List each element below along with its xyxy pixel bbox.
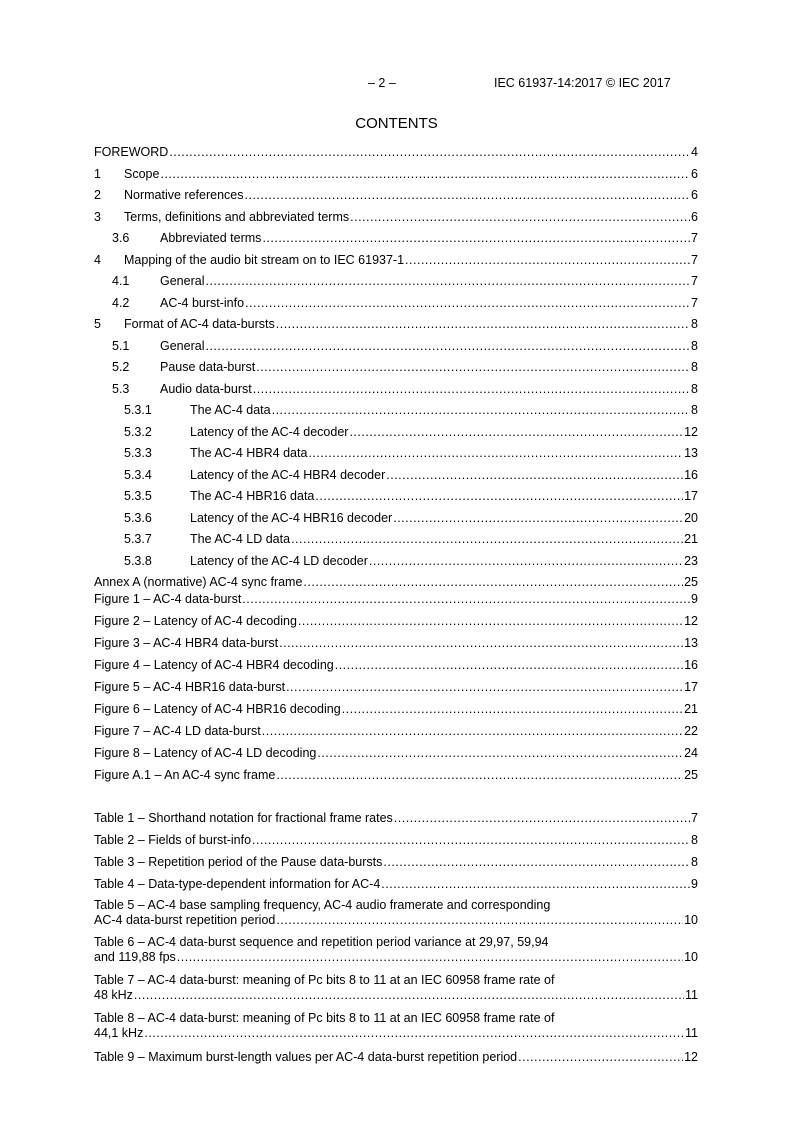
toc-entry-page: 20	[684, 510, 698, 525]
table-entry-page: 8	[691, 855, 698, 869]
table-entry-page: 11	[685, 1026, 698, 1040]
toc-entry[interactable]	[94, 274, 698, 290]
toc-entry[interactable]	[94, 188, 698, 204]
dot-leader	[286, 680, 683, 694]
dot-leader	[317, 746, 683, 760]
table-entry-title-line2: AC-4 data-burst repetition period	[94, 913, 276, 927]
toc-entry-page: 16	[684, 467, 698, 482]
toc-entry-title: Audio data-burst	[160, 381, 252, 396]
toc-entry-number: 5.3.1	[124, 403, 152, 417]
toc-entry-number: 5.3.5	[124, 489, 152, 503]
figure-entry-page: 9	[691, 592, 698, 606]
toc-entry-title: General	[160, 338, 205, 353]
table-entry[interactable]	[94, 898, 698, 928]
toc-entry-number: 2	[94, 188, 101, 202]
figure-entry-title: Figure 6 – Latency of AC-4 HBR16 decoding	[94, 702, 341, 716]
figure-entry-title: Figure 5 – AC-4 HBR16 data-burst	[94, 680, 286, 694]
dot-leader	[276, 317, 690, 331]
dot-leader	[252, 833, 690, 847]
toc-entry[interactable]	[94, 145, 698, 161]
toc-entry-page: 8	[691, 360, 698, 374]
figure-entry-title: Figure 3 – AC-4 HBR4 data-burst	[94, 636, 279, 650]
toc-entry[interactable]	[94, 231, 698, 247]
toc-entry-page: 23	[684, 553, 698, 568]
figure-entry-page: 22	[684, 724, 698, 738]
dot-leader	[405, 253, 690, 267]
toc-entry-page: 6	[691, 209, 698, 224]
toc-entry-title: The AC-4 LD data	[190, 532, 291, 546]
table-entry-title-line2-row	[94, 988, 698, 1003]
toc-entry[interactable]	[94, 446, 698, 462]
toc-entry-number: 5.3.7	[124, 532, 152, 546]
toc-entry[interactable]	[94, 253, 698, 269]
dot-leader	[394, 811, 690, 825]
dot-leader	[279, 636, 683, 650]
dot-leader	[342, 702, 683, 716]
toc-entry-title: The AC-4 HBR4 data	[190, 446, 308, 460]
table-entry-title: Table 9 – Maximum burst-length values per AC-4 data-burst repetition period	[94, 1050, 518, 1064]
standard-reference: IEC 61937-14:2017 © IEC 2017	[494, 76, 671, 90]
toc-entry-number: 3	[94, 209, 101, 224]
figure-entry-title: Figure 2 – Latency of AC-4 decoding	[94, 614, 297, 628]
figure-entry[interactable]	[94, 768, 698, 784]
toc-entry-number: 5.1	[112, 338, 130, 353]
table-entry[interactable]	[94, 877, 698, 893]
table-entry-page: 10	[684, 913, 698, 927]
table-entry-title-line2: 44,1 kHz	[94, 1026, 144, 1040]
dot-leader	[383, 855, 690, 869]
table-entry-title-line2-row	[94, 1026, 698, 1041]
toc-entry-page: 6	[691, 166, 698, 181]
toc-entry-title: The AC-4 data	[190, 403, 271, 417]
table-entry[interactable]	[94, 855, 698, 871]
toc-entry-title: Pause data-burst	[160, 360, 256, 374]
dot-leader	[308, 446, 683, 460]
dot-leader	[303, 575, 683, 589]
toc-entry-page: 17	[684, 489, 698, 503]
page-number: – 2 –	[368, 76, 396, 90]
toc-entry[interactable]	[94, 554, 698, 570]
toc-entry-page: 12	[684, 424, 698, 439]
dot-leader	[272, 403, 690, 417]
table-entry[interactable]	[94, 1050, 698, 1066]
toc-entry-page: 4	[691, 145, 698, 159]
figure-entry[interactable]	[94, 614, 698, 630]
figure-entry-page: 13	[684, 636, 698, 650]
table-entry[interactable]	[94, 811, 698, 827]
dot-leader	[276, 768, 683, 782]
table-entry[interactable]	[94, 1011, 698, 1041]
toc-entry-number: 5.3.2	[124, 424, 152, 439]
toc-entry-title: Latency of the AC-4 LD decoder	[190, 553, 368, 568]
dot-leader	[253, 382, 690, 396]
dot-leader	[245, 188, 691, 202]
figure-entry-title: Figure 4 – Latency of AC-4 HBR4 decoding	[94, 658, 334, 672]
toc-entry[interactable]	[94, 167, 698, 183]
dot-leader	[386, 468, 683, 482]
figure-entry-title: Figure 7 – AC-4 LD data-burst	[94, 724, 261, 738]
toc-entry-page: 21	[684, 532, 698, 546]
toc-entry-page: 25	[684, 575, 698, 589]
dot-leader	[369, 554, 683, 568]
toc-entry-page: 7	[691, 252, 698, 267]
dot-leader	[177, 950, 683, 965]
contents-title: CONTENTS	[355, 115, 438, 132]
dot-leader	[134, 988, 684, 1003]
table-entry-title-line1: Table 7 – AC-4 data-burst: meaning of Pc bits 8 to 11 at an IEC 60958 frame rate of	[94, 973, 555, 987]
toc-entry-title: Annex A (normative) AC-4 sync frame	[94, 575, 303, 589]
toc-entry[interactable]	[94, 296, 698, 312]
table-entry-page: 11	[685, 988, 698, 1002]
toc-entry[interactable]	[94, 511, 698, 527]
toc-entry-title: Terms, definitions and abbreviated terms	[124, 209, 350, 224]
toc-entry-title: Latency of the AC-4 HBR4 decoder	[190, 467, 386, 482]
toc-entry-number: 3.6	[112, 231, 130, 245]
table-entry-page: 9	[691, 877, 698, 891]
toc-entry-number: 4.1	[112, 274, 130, 288]
table-entry[interactable]	[94, 833, 698, 849]
figure-entry[interactable]	[94, 658, 698, 674]
dot-leader	[169, 145, 690, 159]
toc-entry-number: 5	[94, 317, 101, 331]
table-entry-title-line1: Table 5 – AC-4 base sampling frequency, AC-4 audio framerate and corresponding	[94, 898, 551, 912]
toc-entry[interactable]	[94, 403, 698, 419]
table-entry-page: 8	[691, 833, 698, 847]
toc-entry[interactable]	[94, 360, 698, 376]
dot-leader	[262, 724, 683, 738]
toc-entry[interactable]	[94, 317, 698, 333]
table-entry-title-line2-row	[94, 913, 698, 928]
dot-leader	[393, 511, 683, 525]
toc-entry-page: 8	[691, 403, 698, 417]
table-entry-title: Table 3 – Repetition period of the Pause data-bursts	[94, 855, 383, 869]
table-entry-page: 10	[684, 950, 698, 964]
dot-leader	[205, 274, 690, 288]
figure-entry-page: 16	[684, 658, 698, 672]
toc-entry[interactable]	[94, 210, 698, 226]
table-entry-title-line2: 48 kHz	[94, 988, 133, 1002]
toc-entry-page: 13	[684, 446, 698, 460]
toc-entry-title: Latency of the AC-4 decoder	[190, 424, 349, 439]
figure-entry[interactable]	[94, 746, 698, 762]
table-entry-title: Table 2 – Fields of burst-info	[94, 833, 252, 847]
figure-entry[interactable]	[94, 680, 698, 696]
toc-entry-number: 4.2	[112, 295, 130, 310]
dot-leader	[381, 877, 690, 891]
table-entry-title-line2: and 119,88 fps	[94, 950, 176, 964]
toc-entry-page: 7	[691, 274, 698, 288]
dot-leader	[276, 913, 683, 928]
toc-entry-title: Format of AC-4 data-bursts	[124, 317, 275, 331]
dot-leader	[349, 425, 683, 439]
figure-entry-page: 24	[684, 746, 698, 760]
toc-entry-number: 5.3.6	[124, 510, 152, 525]
toc-entry-page: 7	[691, 231, 698, 245]
figure-entry-page: 12	[684, 614, 698, 628]
figure-entry[interactable]	[94, 724, 698, 740]
figure-entry[interactable]	[94, 702, 698, 718]
toc-entry-title: FOREWORD	[94, 145, 169, 159]
dot-leader	[291, 532, 683, 546]
table-entry-title-line1: Table 8 – AC-4 data-burst: meaning of Pc bits 8 to 11 at an IEC 60958 frame rate of	[94, 1011, 555, 1025]
dot-leader	[256, 360, 690, 374]
toc-entry-number: 1	[94, 166, 101, 181]
toc-entry-title: Scope	[124, 166, 160, 181]
figure-entry-page: 25	[684, 768, 698, 782]
dot-leader	[262, 231, 690, 245]
table-entry[interactable]	[94, 973, 698, 1003]
toc-entry[interactable]	[94, 382, 698, 398]
dot-leader	[242, 592, 690, 606]
toc-entry-number: 5.3.3	[124, 446, 152, 460]
toc-entry-number: 5.2	[112, 360, 130, 374]
toc-entry-number: 4	[94, 252, 101, 267]
toc-entry[interactable]	[94, 339, 698, 355]
figure-entry[interactable]	[94, 592, 698, 608]
dot-leader	[518, 1050, 683, 1064]
figure-entry-title: Figure 8 – Latency of AC-4 LD decoding	[94, 746, 317, 760]
toc-entry[interactable]	[94, 425, 698, 441]
dot-leader	[245, 296, 690, 310]
table-entry-page: 12	[684, 1050, 698, 1064]
dot-leader	[144, 1026, 684, 1041]
table-entry-title-line1: Table 6 – AC-4 data-burst sequence and repetition period variance at 29,97, 59,94	[94, 935, 549, 949]
toc-entry-title: Latency of the AC-4 HBR16 decoder	[190, 510, 393, 525]
dot-leader	[298, 614, 683, 628]
toc-entry-number: 5.3.4	[124, 467, 152, 482]
toc-entry-page: 8	[691, 338, 698, 353]
toc-entry-page: 8	[691, 381, 698, 396]
table-entry-page: 7	[691, 811, 698, 825]
toc-entry-title: General	[160, 274, 205, 288]
toc-entry[interactable]	[94, 468, 698, 484]
dot-leader	[160, 167, 690, 181]
toc-entry-title: The AC-4 HBR16 data	[190, 489, 315, 503]
dot-leader	[205, 339, 690, 353]
toc-entry[interactable]	[94, 489, 698, 505]
table-entry[interactable]	[94, 935, 698, 965]
figure-entry-title: Figure 1 – AC-4 data-burst	[94, 592, 242, 606]
toc-entry[interactable]	[94, 575, 698, 591]
figure-entry[interactable]	[94, 636, 698, 652]
toc-entry-title: Mapping of the audio bit stream on to IEC 61937-1	[124, 252, 405, 267]
table-entry-title: Table 1 – Shorthand notation for fractional frame rates	[94, 811, 393, 825]
figure-entry-page: 17	[684, 680, 698, 694]
toc-entry-title: AC-4 burst-info	[160, 295, 245, 310]
figure-entry-title: Figure A.1 – An AC-4 sync frame	[94, 768, 276, 782]
table-entry-title: Table 4 – Data-type-dependent information for AC-4	[94, 877, 381, 891]
toc-entry[interactable]	[94, 532, 698, 548]
toc-entry-page: 6	[691, 188, 698, 202]
dot-leader	[315, 489, 683, 503]
toc-entry-page: 8	[691, 317, 698, 331]
figure-entry-page: 21	[684, 702, 698, 716]
toc-entry-number: 5.3	[112, 381, 130, 396]
toc-entry-page: 7	[691, 295, 698, 310]
toc-entry-title: Normative references	[124, 188, 244, 202]
toc-entry-title: Abbreviated terms	[160, 231, 262, 245]
table-entry-title-line2-row	[94, 950, 698, 965]
dot-leader	[335, 658, 683, 672]
toc-entry-number: 5.3.8	[124, 553, 152, 568]
dot-leader	[350, 210, 690, 224]
